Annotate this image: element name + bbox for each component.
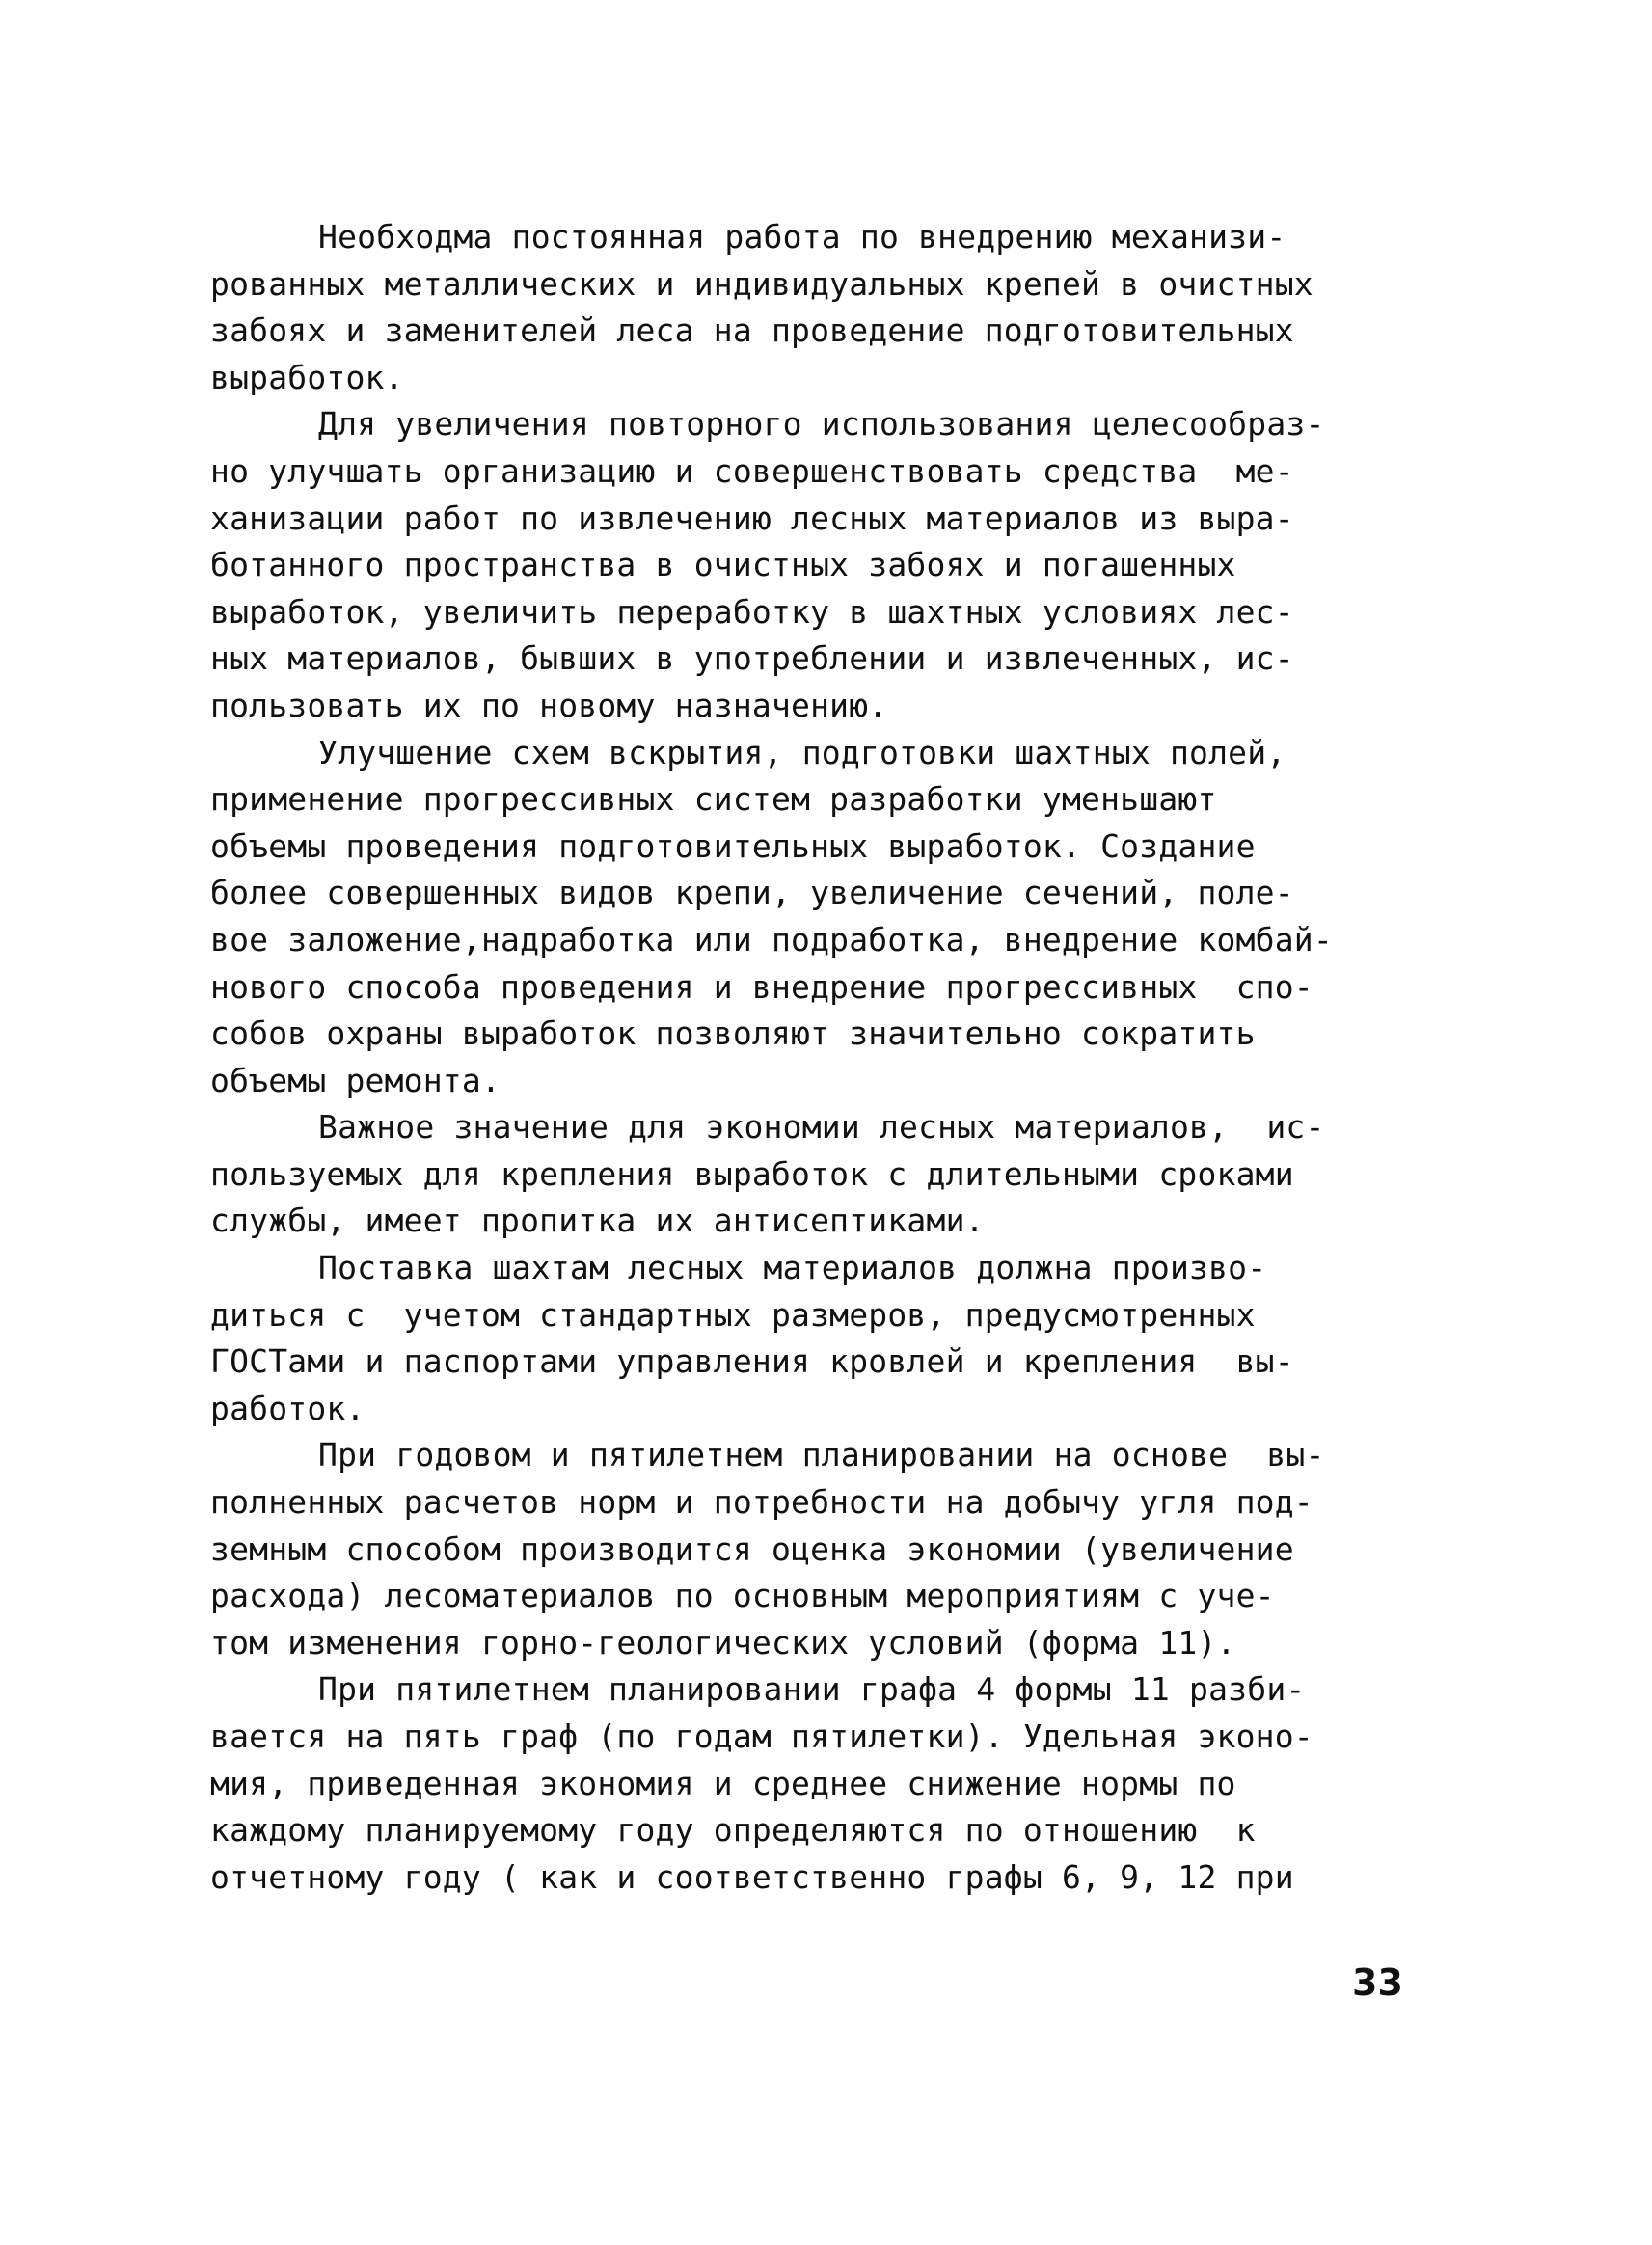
paragraph-5 — [210, 1245, 1464, 1432]
text-line: нового способа проведения и внедрение прогрессивных спо- — [210, 967, 1313, 1006]
text-line: вое заложение,надработка или подработка, внедрение комбай- — [210, 920, 1333, 959]
text-line: Важное значение для экономии лесных материалов, ис- — [318, 1108, 1325, 1147]
text-line: объемы ремонта. — [210, 1061, 501, 1099]
text-line: пользовать их по новому назначению. — [210, 686, 888, 724]
paragraph-4 — [210, 1104, 1464, 1245]
paragraph-3 — [210, 730, 1464, 1105]
text-line: Поставка шахтам лесных материалов должна произво- — [318, 1249, 1267, 1287]
text-line: При пятилетнем планировании графа 4 формы 11 разби- — [318, 1670, 1306, 1709]
body-text — [210, 214, 1464, 1901]
text-line: диться с учетом стандартных размеров, предусмотренных — [210, 1295, 1256, 1334]
text-line: каждому планируемому году определяются по отношению к — [210, 1811, 1256, 1850]
text-line: работок. — [210, 1389, 366, 1427]
text-line: выработок. — [210, 358, 404, 396]
text-line: ГОСТами и паспортами управления кровлей и крепления вы- — [210, 1342, 1294, 1381]
paragraph-1 — [210, 214, 1464, 401]
text-line: объемы проведения подготовительных выработок. Создание — [210, 826, 1256, 865]
text-line: При годовом и пятилетнем планировании на основе вы- — [318, 1436, 1325, 1474]
text-line: рованных металлических и индивидуальных крепей в очистных — [210, 264, 1313, 303]
text-line: но улучшать организацию и совершенствовать средства ме- — [210, 451, 1294, 490]
text-line: земным способом производится оценка экономии (увеличение — [210, 1529, 1294, 1568]
text-line: выработок, увеличить переработку в шахтных условиях лес- — [210, 592, 1294, 631]
text-line: Необходма постоянная работа по внедрению механизи- — [318, 218, 1286, 256]
paragraph-6 — [210, 1432, 1464, 1666]
text-line: вается на пять граф (по годам пятилетки). Удельная эконо- — [210, 1718, 1313, 1755]
text-line: забоях и заменителей леса на проведение подготовительных — [210, 311, 1294, 350]
text-line: ханизации работ по извлечению лесных материалов из выра- — [210, 499, 1294, 537]
text-line: отчетному году ( как и соответственно графы 6, 9, 12 при — [210, 1857, 1294, 1896]
text-line: мия, приведенная экономия и среднее снижение нормы по — [210, 1764, 1236, 1802]
paragraph-7 — [210, 1666, 1464, 1901]
text-line: расхода) лесоматериалов по основным мероприятиям с уче- — [210, 1577, 1275, 1615]
page-number: 33 — [1352, 1961, 1403, 2004]
text-line: ных материалов, бывших в употреблении и извлеченных, ис- — [210, 639, 1294, 678]
text-line: более совершенных видов крепи, увеличение сечений, поле- — [210, 874, 1294, 912]
text-line: собов охраны выработок позволяют значительно сократить — [210, 1014, 1256, 1053]
text-line: полненных расчетов норм и потребности на добычу угля под- — [210, 1483, 1313, 1522]
text-line: применение прогрессивных систем разработки уменьшают — [210, 780, 1217, 819]
text-line: Для увеличения повторного использования целесообраз- — [318, 405, 1325, 444]
text-line: пользуемых для крепления выработок с длительными сроками — [210, 1154, 1294, 1193]
text-line: том изменения горно-геологических условий (форма 11). — [210, 1623, 1236, 1662]
text-line: Улучшение схем вскрытия, подготовки шахтных полей, — [318, 733, 1286, 771]
paragraph-2 — [210, 401, 1464, 729]
text-line: ботанного пространства в очистных забоях и погашенных — [210, 546, 1236, 584]
text-line: службы, имеет пропитка их антисептиками. — [210, 1202, 985, 1240]
